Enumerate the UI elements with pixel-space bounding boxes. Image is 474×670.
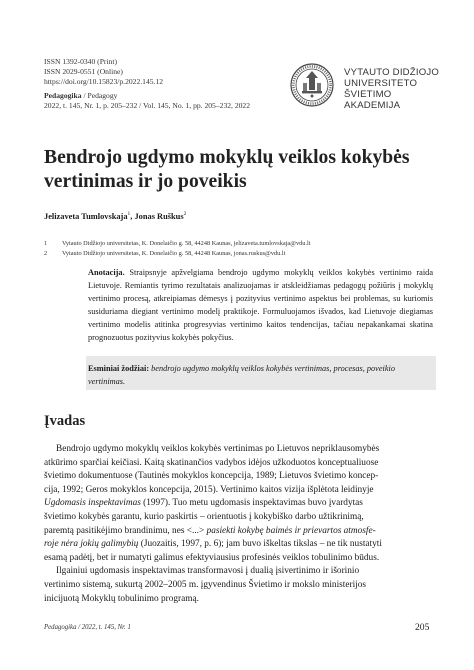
body-line: roje nėra jokių galimybių (Juozaitis, 1997, p. 6); jam buvo iškeltas tikslas – ne tik nustatyti <box>44 539 382 550</box>
affiliation-num: 1 <box>44 240 48 247</box>
university-name <box>344 67 439 111</box>
article-title <box>44 146 444 194</box>
author-sup: 1 <box>127 211 131 217</box>
keywords <box>88 362 433 388</box>
affiliations <box>44 239 311 258</box>
author-sup: 2 <box>183 211 187 217</box>
issn-print: ISSN 1392-0340 (Print) <box>44 57 117 66</box>
university-line: AKADEMIJA <box>344 100 401 111</box>
body-line: paremtą pasitikėjimo brandinimu, nes <...> pasiekti kokybę baimės ir prievartos atmosfe- <box>44 525 376 536</box>
body-line: švietimo dokumentuose (Tautinės mokyklos koncepcija, 1989; Lietuvos švietimo koncep- <box>44 471 379 482</box>
abstract-text: Straipsnyje apžvelgiama bendrojo ugdymo mokyklų veiklos kokybės vertinimo raida Lietuvoje. Remiantis tyrimo rezultatais analizuojamas ir atskleidžiamas pedagogų požiūris į mokyklų vertinimo procesą, atkreipiamas dėmesys į pozityvius vertinimo aspektus bei problemas, su kuriomis susiduriama diegiant vertinimo modelį praktikoje. Formuluojamos išvados, kad Lietuvoje diegiamas vertinimo modelis atitinka progresyvias vertinimo kaitos tendencijas, tačiau nepakankamai skatina prognozuotus pozityvius kokybės pokyčius. <box>88 268 433 343</box>
author-name: Jonas Ruškus <box>134 211 184 221</box>
body-line: cija, 1992; Geros mokyklos koncepcija, 2015). Vertinimo kaitos vizija išplėtota leidinyje <box>44 484 374 495</box>
citation-line: 2022, t. 145, Nr. 1, p. 205–232 / Vol. 145, No. 1, pp. 205–232, 2022 <box>44 101 251 110</box>
journal-name-bold: Pedagogika <box>44 91 82 100</box>
journal-header <box>44 57 250 111</box>
affiliation-text: Vytauto Didžiojo universitetas, K. Donelaičio g. 58, 44248 Kaunas, jonas.ruskus@vdu.lt <box>62 249 286 257</box>
body-line: Ilgainiui ugdomasis inspektavimas transformavosi į dualią įsivertinimo ir išorinio <box>56 566 360 577</box>
body-text <box>44 443 432 606</box>
body-line: vertinimo sistemą, sukurtą 2002–2005 m. įgyvendinus Švietimo ir mokslo ministerijos <box>44 579 367 590</box>
authors: Jelizaveta Tumlovskaja$^1$, Jonas Ruškus$^2$ <box>44 211 187 221</box>
university-line: UNIVERSITETO <box>344 78 418 89</box>
university-line: VYTAUTO DIDŽIOJO <box>344 67 440 78</box>
university-line: ŠVIETIMO <box>344 89 392 100</box>
abstract-label: Anotacija. <box>88 268 125 277</box>
body-line: Bendrojo ugdymo mokyklų veiklos kokybės vertinimas po Lietuvos nepriklausomybės <box>56 444 380 454</box>
affiliation-text: Vytauto Didžiojo universitetas, K. Donelaičio g. 58, 44248 Kaunas, jelizaveta.tumlovskaja@vdu.lt <box>62 240 311 247</box>
doi-link[interactable]: https://doi.org/10.15823/p.2022.145.12 <box>44 77 164 86</box>
keywords-label: Esminiai žodžiai: <box>88 364 150 373</box>
italic-phrase: roje nėra jokių galimybių <box>44 539 139 550</box>
affiliation-num: 2 <box>44 249 48 257</box>
title-line: vertinimas ir jo poveikis <box>44 171 247 192</box>
body-line: inicijuotą Mokyklų tobulinimo programą. <box>44 593 199 604</box>
issn-online: ISSN 2029-0551 (Online) <box>44 67 123 76</box>
italic-phrase: pasiekti kokybę baimės ir prievartos atmosfe- <box>206 525 376 536</box>
page-number: 205 <box>415 622 430 633</box>
body-line: švietimo kokybės garantu, kurio paskirtis – orientuotis į kokybiško darbo užtikrinimą, <box>44 511 364 522</box>
author-name: Jelizaveta Tumlovskaja <box>44 211 128 221</box>
body-line: esamą padėtį, bet ir numatyti galimus efektyviausius profesinės veiklos tobulinimo būdus. <box>44 552 380 563</box>
italic-phrase: Ugdomasis inspektavimas <box>44 498 141 509</box>
journal-name <box>44 91 250 101</box>
journal-name-rest: / Pedagogy <box>81 91 118 100</box>
affiliation-row <box>44 249 311 259</box>
body-line: Ugdomasis inspektavimas (1997). Tuo metu ugdomasis inspektavimas buvo įvardytas <box>44 498 363 509</box>
section-heading: Įvadas <box>44 413 86 429</box>
university-seal-icon <box>290 63 334 107</box>
body-line: atkūrimo sparčiai keičiasi. Kaitą skatinančios vadybos idėjos užkoduotos konceptualiuose <box>44 457 379 468</box>
affiliation-row <box>44 239 311 249</box>
title-line: Bendrojo ugdymo mokyklų veiklos kokybės <box>44 147 410 168</box>
abstract <box>88 266 433 345</box>
running-footer: Pedagogika / 2022, t. 145, Nr. 1 <box>44 624 131 631</box>
keywords-text: bendrojo ugdymo mokyklų veiklos kokybės vertinimas, procesas, poveikio vertinimas. <box>88 364 395 387</box>
